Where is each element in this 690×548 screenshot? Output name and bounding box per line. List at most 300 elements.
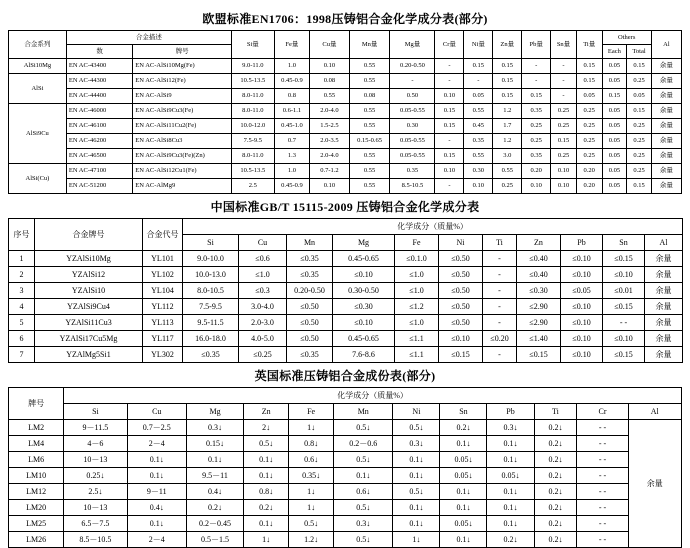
cell-value: 余量	[651, 89, 681, 104]
cell-series: AlSi10Mg	[9, 59, 67, 74]
cell-value: 2.5↓	[64, 484, 127, 500]
col-header-sn: Sn量	[551, 31, 577, 59]
cell-value: 0.1↓	[244, 452, 289, 468]
cell-value: 8.0-11.0	[231, 89, 274, 104]
cell-value: ≤0.35	[287, 347, 333, 363]
cell-value: 0.55	[464, 149, 493, 164]
cell-value: ≤1.0	[395, 267, 439, 283]
col-header-ni: Ni量	[464, 31, 493, 59]
cell-value: 0.08	[310, 74, 350, 89]
cell-value: 0.2↓	[534, 484, 577, 500]
cell-value: 0.30-0.50	[333, 283, 395, 299]
cell-value: 0.05	[602, 74, 627, 89]
cell-value: 0.1↓	[127, 516, 186, 532]
cell-no: 5	[9, 315, 35, 331]
cell-value: -	[522, 74, 551, 89]
cell-alloy-code: YL104	[143, 283, 183, 299]
cell-designation: EN AC-AlSi12Cu1(Fe)	[133, 164, 232, 179]
cell-value: 8.0-10.5	[183, 283, 239, 299]
cell-al-balance: 余量	[628, 420, 681, 548]
col-header-sn: Sn	[440, 404, 487, 420]
col-header-fe: Fe量	[274, 31, 309, 59]
cell-value: 0.3↓	[334, 516, 393, 532]
cell-value: 0.5↓	[289, 516, 334, 532]
col-header-pb: Pb	[561, 235, 603, 251]
cell-value: 0.7-1.2	[310, 164, 350, 179]
cell-value: ≤0.35	[287, 251, 333, 267]
table-row	[9, 31, 682, 45]
cell-designation: EN AC-AlSi12(Fe)	[133, 74, 232, 89]
cell-no: 4	[9, 299, 35, 315]
col-header-series: 合金系列	[9, 31, 67, 59]
cell-value: 0.5↓	[244, 436, 289, 452]
cell-value: ≤0.10	[439, 331, 483, 347]
cell-value: 1↓	[289, 484, 334, 500]
cell-value: 0.55	[349, 164, 390, 179]
cell-value: ≤0.6	[239, 251, 287, 267]
cell-grade: LM2	[9, 420, 64, 436]
cell-value: 9－11.5	[64, 420, 127, 436]
table-row	[9, 149, 682, 164]
cell-value: 2.0-3.0	[239, 315, 287, 331]
cell-number: EN AC-44300	[66, 74, 132, 89]
col-header-mn: Mn量	[349, 31, 390, 59]
cell-value: 16.0-18.0	[183, 331, 239, 347]
cell-value: 0.05↓	[440, 452, 487, 468]
table-row	[9, 267, 683, 283]
cell-value: 0.15	[522, 89, 551, 104]
cell-value: 0.1↓	[440, 484, 487, 500]
table-1-wrapper	[8, 30, 682, 194]
gb-table	[8, 218, 683, 363]
cell-value: 0.05	[602, 134, 627, 149]
col-header-ti: Ti量	[576, 31, 602, 59]
cell-value: 0.10	[551, 179, 577, 194]
cell-value: 0.10	[310, 179, 350, 194]
cell-alloy-code: YL112	[143, 299, 183, 315]
cell-number: EN AC-47100	[66, 164, 132, 179]
cell-value: 0.1↓	[244, 516, 289, 532]
col-header-number: 数	[66, 45, 132, 59]
cell-grade: LM25	[9, 516, 64, 532]
col-header-zn: Zn	[244, 404, 289, 420]
cell-value: 0.30	[464, 164, 493, 179]
col-header-ti: Ti	[483, 235, 517, 251]
cell-value: 余量	[645, 347, 683, 363]
cell-value: 0.1↓	[393, 500, 440, 516]
cell-alloy-name: YZAlSi11Cu3	[35, 315, 143, 331]
cell-value: ≤0.50	[287, 299, 333, 315]
cell-number: EN AC-46100	[66, 119, 132, 134]
cell-value: 0.25↓	[64, 468, 127, 484]
cell-value: 0.2↓	[244, 500, 289, 516]
cell-value: 0.1↓	[186, 452, 243, 468]
cell-value: 8.5-10.5	[390, 179, 435, 194]
cell-no: 1	[9, 251, 35, 267]
col-header-zn: Zn量	[493, 31, 522, 59]
cell-value: -	[435, 134, 464, 149]
cell-value: 2.0-4.0	[310, 149, 350, 164]
cell-value: 余量	[645, 267, 683, 283]
cell-value: 0.1↓	[127, 468, 186, 484]
cell-designation: EN AC-AlMg9	[133, 179, 232, 194]
col-header-sn: Sn	[603, 235, 645, 251]
cell-value: 余量	[651, 59, 681, 74]
cell-value: 0.5↓	[334, 420, 393, 436]
col-header-pb: Pb	[487, 404, 534, 420]
cell-value: 0.3↓	[393, 436, 440, 452]
table-row	[9, 532, 682, 548]
cell-value: -	[435, 179, 464, 194]
cell-value: ≤0.50	[439, 283, 483, 299]
col-header-alloy-name: 合金牌号	[35, 219, 143, 251]
cell-value: 0.1↓	[487, 484, 534, 500]
cell-grade: LM26	[9, 532, 64, 548]
col-header-ti: Ti	[534, 404, 577, 420]
cell-designation: EN AC-AlSi8Cu3	[133, 134, 232, 149]
cell-value: ≤0.50	[439, 251, 483, 267]
col-header-cu: Cu量	[310, 31, 350, 59]
cell-value: -	[483, 283, 517, 299]
cell-value: 0.15	[576, 59, 602, 74]
cell-value: ≤1.0	[239, 267, 287, 283]
cell-value: 0.4↓	[186, 484, 243, 500]
cell-value: 0.45-0.65	[333, 331, 395, 347]
cell-value: - -	[577, 452, 628, 468]
cell-value: ≤0.30	[517, 283, 561, 299]
cell-value: 0.25	[493, 179, 522, 194]
cell-grade: LM6	[9, 452, 64, 468]
table-row	[9, 179, 682, 194]
cell-alloy-name: YZAlSi12	[35, 267, 143, 283]
table-row	[9, 388, 682, 404]
cell-value: ≤0.50	[439, 315, 483, 331]
cell-value: 1↓	[289, 420, 334, 436]
cell-value: -	[522, 59, 551, 74]
cell-value: 1.7	[493, 119, 522, 134]
col-header-mn: Mn	[334, 404, 393, 420]
cell-value: 余量	[651, 134, 681, 149]
cell-value: 0.25	[576, 104, 602, 119]
cell-alloy-name: YZAlSi10	[35, 283, 143, 299]
en1706-table	[8, 30, 682, 194]
table-row	[9, 436, 682, 452]
cell-value: 0.2↓	[534, 468, 577, 484]
table-row	[9, 283, 683, 299]
cell-value: 0.55	[349, 59, 390, 74]
cell-value: ≤0.35	[183, 347, 239, 363]
table-row	[9, 119, 682, 134]
cell-value: 0.05	[602, 164, 627, 179]
table-row	[9, 104, 682, 119]
cell-value: 余量	[651, 149, 681, 164]
cell-value: -	[390, 74, 435, 89]
cell-value: 0.10	[435, 89, 464, 104]
cell-value: 0.55	[464, 104, 493, 119]
cell-value: 2－4	[127, 436, 186, 452]
cell-value: 0.15	[464, 59, 493, 74]
cell-alloy-name: YZAlSi9Cu4	[35, 299, 143, 315]
cell-number: EN AC-46000	[66, 104, 132, 119]
cell-value: 2↓	[244, 420, 289, 436]
table-row	[9, 516, 682, 532]
cell-no: 3	[9, 283, 35, 299]
cell-value: 0.30	[390, 119, 435, 134]
cell-value: 0.55	[349, 119, 390, 134]
cell-value: 0.25	[627, 164, 652, 179]
cell-value: -	[483, 299, 517, 315]
col-header-no: 序号	[9, 219, 35, 251]
cell-value: - -	[577, 468, 628, 484]
cell-value: 0.45-1.0	[274, 119, 309, 134]
cell-value: 0.05	[576, 89, 602, 104]
cell-value: ≤0.50	[439, 299, 483, 315]
table-row	[9, 89, 682, 104]
cell-value: 0.1↓	[487, 436, 534, 452]
cell-value: 0.8↓	[244, 484, 289, 500]
cell-value: 0.25	[551, 104, 577, 119]
cell-value: 0.15↓	[186, 436, 243, 452]
cell-value: 9－11	[127, 484, 186, 500]
cell-value: 0.55	[349, 74, 390, 89]
cell-value: 1.2	[493, 134, 522, 149]
cell-grade: LM4	[9, 436, 64, 452]
col-header-alloy-code: 合金代号	[143, 219, 183, 251]
table-row	[9, 59, 682, 74]
cell-value: ≤0.1.0	[395, 251, 439, 267]
cell-value: 0.15	[602, 89, 627, 104]
table-3-wrapper	[8, 387, 682, 548]
col-header-description: 合金描述	[66, 31, 231, 45]
cell-value: 0.1↓	[487, 516, 534, 532]
cell-value: 4－6	[64, 436, 127, 452]
col-header-mn: Mn	[287, 235, 333, 251]
cell-value: 0.25	[627, 134, 652, 149]
table-row	[9, 315, 683, 331]
cell-value: ≤0.10	[561, 299, 603, 315]
cell-value: 0.05	[602, 119, 627, 134]
cell-value: 0.20	[522, 164, 551, 179]
cell-value: 1.5-2.5	[310, 119, 350, 134]
cell-value: 7.6-8.6	[333, 347, 395, 363]
cell-value: 7.5-9.5	[183, 299, 239, 315]
cell-value: ≤0.50	[439, 267, 483, 283]
cell-value: 0.05-0.55	[390, 104, 435, 119]
table-row	[9, 452, 682, 468]
table-row	[9, 420, 682, 436]
cell-designation: EN AC-AlSi9Cu3(Fe)(Zn)	[133, 149, 232, 164]
cell-alloy-name: YZAlMg5Si1	[35, 347, 143, 363]
cell-value: -	[464, 74, 493, 89]
cell-value: 0.55	[349, 104, 390, 119]
cell-value: 0.15-0.65	[349, 134, 390, 149]
cell-value: 0.8	[274, 89, 309, 104]
cell-designation: EN AC-AlSi9	[133, 89, 232, 104]
col-header-designation: 牌号	[133, 45, 232, 59]
cell-value: 0.1↓	[244, 468, 289, 484]
table-row	[9, 219, 683, 235]
cell-value: 0.05↓	[487, 468, 534, 484]
cell-value: 0.20-0.50	[287, 283, 333, 299]
cell-value: 0.15	[493, 89, 522, 104]
cell-alloy-name: YZAlSi10Mg	[35, 251, 143, 267]
cell-alloy-code: YL302	[143, 347, 183, 363]
cell-value: 0.05	[602, 149, 627, 164]
cell-no: 7	[9, 347, 35, 363]
cell-value: -	[435, 74, 464, 89]
cell-value: -	[551, 89, 577, 104]
cell-value: 10.5-13.5	[231, 164, 274, 179]
cell-value: 8.0-11.0	[231, 104, 274, 119]
cell-value: 0.2↓	[534, 436, 577, 452]
cell-value: ≤2.90	[517, 299, 561, 315]
cell-value: 0.05	[627, 89, 652, 104]
cell-value: 0.3↓	[186, 420, 243, 436]
cell-value: 0.25	[627, 74, 652, 89]
table-3-title: 英国标准压铸铝合金成份表(部分)	[254, 369, 436, 383]
cell-alloy-code: YL101	[143, 251, 183, 267]
cell-value: 0.2↓	[534, 532, 577, 548]
cell-value: 0.3↓	[487, 420, 534, 436]
cell-value: 0.6↓	[334, 484, 393, 500]
table-row	[9, 468, 682, 484]
cell-value: ≤1.0	[395, 283, 439, 299]
cell-value: 0.5↓	[334, 452, 393, 468]
cell-value: -	[551, 59, 577, 74]
col-header-ni: Ni	[439, 235, 483, 251]
cell-value: 10.0-13.0	[183, 267, 239, 283]
cell-value: 0.1↓	[440, 436, 487, 452]
cell-value: ≤0.05	[561, 283, 603, 299]
cell-value: ≤0.40	[517, 251, 561, 267]
cell-value: 0.6↓	[289, 452, 334, 468]
cell-value: - -	[577, 532, 628, 548]
cell-value: 余量	[651, 164, 681, 179]
cell-value: 0.35	[522, 149, 551, 164]
cell-value: 0.15	[576, 74, 602, 89]
cell-value: 10.5-13.5	[231, 74, 274, 89]
cell-value: 1↓	[244, 532, 289, 548]
british-lm-table	[8, 387, 682, 548]
table-1-title: 欧盟标准EN1706：1998压铸铝合金化学成分表(部分)	[202, 12, 488, 26]
cell-value: 9.5－11	[186, 468, 243, 484]
cell-value: 0.45-0.65	[333, 251, 395, 267]
cell-value: 0.45-0.9	[274, 74, 309, 89]
col-header-mg: Mg	[333, 235, 395, 251]
cell-value: 0.15	[627, 179, 652, 194]
cell-value: 0.15	[551, 134, 577, 149]
cell-value: ≤0.10	[561, 331, 603, 347]
col-header-al: Al	[628, 404, 681, 420]
cell-value: 余量	[645, 283, 683, 299]
cell-value: ≤0.15	[603, 251, 645, 267]
cell-number: EN AC-46500	[66, 149, 132, 164]
cell-value: ≤0.10	[333, 315, 395, 331]
table-row	[9, 164, 682, 179]
cell-value: ≤0.15	[517, 347, 561, 363]
cell-value: ≤0.20	[483, 331, 517, 347]
cell-value: 0.35↓	[289, 468, 334, 484]
cell-value: 余量	[645, 251, 683, 267]
cell-value: 0.05	[602, 179, 627, 194]
cell-value: ≤2.90	[517, 315, 561, 331]
cell-value: -	[483, 315, 517, 331]
col-header-grade: 牌号	[9, 388, 64, 420]
cell-no: 2	[9, 267, 35, 283]
cell-value: 余量	[651, 74, 681, 89]
cell-value: - -	[577, 436, 628, 452]
cell-value: 0.08	[349, 89, 390, 104]
cell-value: 0.10	[522, 179, 551, 194]
cell-value: 0.10	[551, 164, 577, 179]
cell-value: - -	[577, 420, 628, 436]
cell-value: ≤0.50	[287, 331, 333, 347]
cell-value: 1↓	[393, 532, 440, 548]
cell-value: ≤1.0	[395, 315, 439, 331]
cell-value: 余量	[645, 331, 683, 347]
cell-value: 1.0	[274, 164, 309, 179]
cell-value: 0.10	[310, 59, 350, 74]
cell-value: 4.0-5.0	[239, 331, 287, 347]
cell-value: 0.5↓	[393, 420, 440, 436]
cell-value: ≤0.35	[287, 267, 333, 283]
table-row	[9, 347, 683, 363]
cell-value: 0.2↓	[487, 532, 534, 548]
cell-value: 2.0-3.5	[310, 134, 350, 149]
cell-value: 2.5	[231, 179, 274, 194]
cell-number: EN AC-43400	[66, 59, 132, 74]
cell-value: ≤0.10	[603, 331, 645, 347]
cell-value: ≤0.10	[603, 267, 645, 283]
cell-value: 余量	[651, 179, 681, 194]
cell-value: 0.20	[576, 179, 602, 194]
cell-value: 0.1↓	[393, 452, 440, 468]
cell-value: ≤1.1	[395, 347, 439, 363]
cell-value: 0.05↓	[440, 516, 487, 532]
col-header-mg: Mg	[186, 404, 243, 420]
cell-value: 0.25	[551, 119, 577, 134]
col-header-al: Al	[651, 31, 681, 59]
col-header-ni: Ni	[393, 404, 440, 420]
col-header-fe: Fe	[395, 235, 439, 251]
cell-value: ≤1.40	[517, 331, 561, 347]
cell-value: 0.2－0.6	[334, 436, 393, 452]
cell-value: 0.2↓	[534, 452, 577, 468]
cell-value: 0.15	[435, 149, 464, 164]
cell-number: EN AC-46200	[66, 134, 132, 149]
cell-value: 3.0-4.0	[239, 299, 287, 315]
cell-value: ≤1.2	[395, 299, 439, 315]
cell-value: 9.5-11.5	[183, 315, 239, 331]
col-header-cr: Cr量	[435, 31, 464, 59]
cell-value: ≤0.10	[561, 267, 603, 283]
cell-value: - -	[577, 500, 628, 516]
cell-value: 0.5↓	[334, 532, 393, 548]
col-header-pb: Pb量	[522, 31, 551, 59]
table-row	[9, 404, 682, 420]
col-header-composition: 化学成分（质量%）	[64, 388, 682, 404]
cell-no: 6	[9, 331, 35, 347]
cell-value: 0.05	[464, 89, 493, 104]
cell-value: 9.0-10.0	[183, 251, 239, 267]
cell-value: 0.1↓	[127, 452, 186, 468]
cell-value: ≤0.50	[287, 315, 333, 331]
cell-value: 0.1↓	[487, 452, 534, 468]
cell-value: 0.05-0.55	[390, 134, 435, 149]
cell-value: 0.25	[627, 149, 652, 164]
cell-value: - -	[577, 484, 628, 500]
cell-grade: LM10	[9, 468, 64, 484]
